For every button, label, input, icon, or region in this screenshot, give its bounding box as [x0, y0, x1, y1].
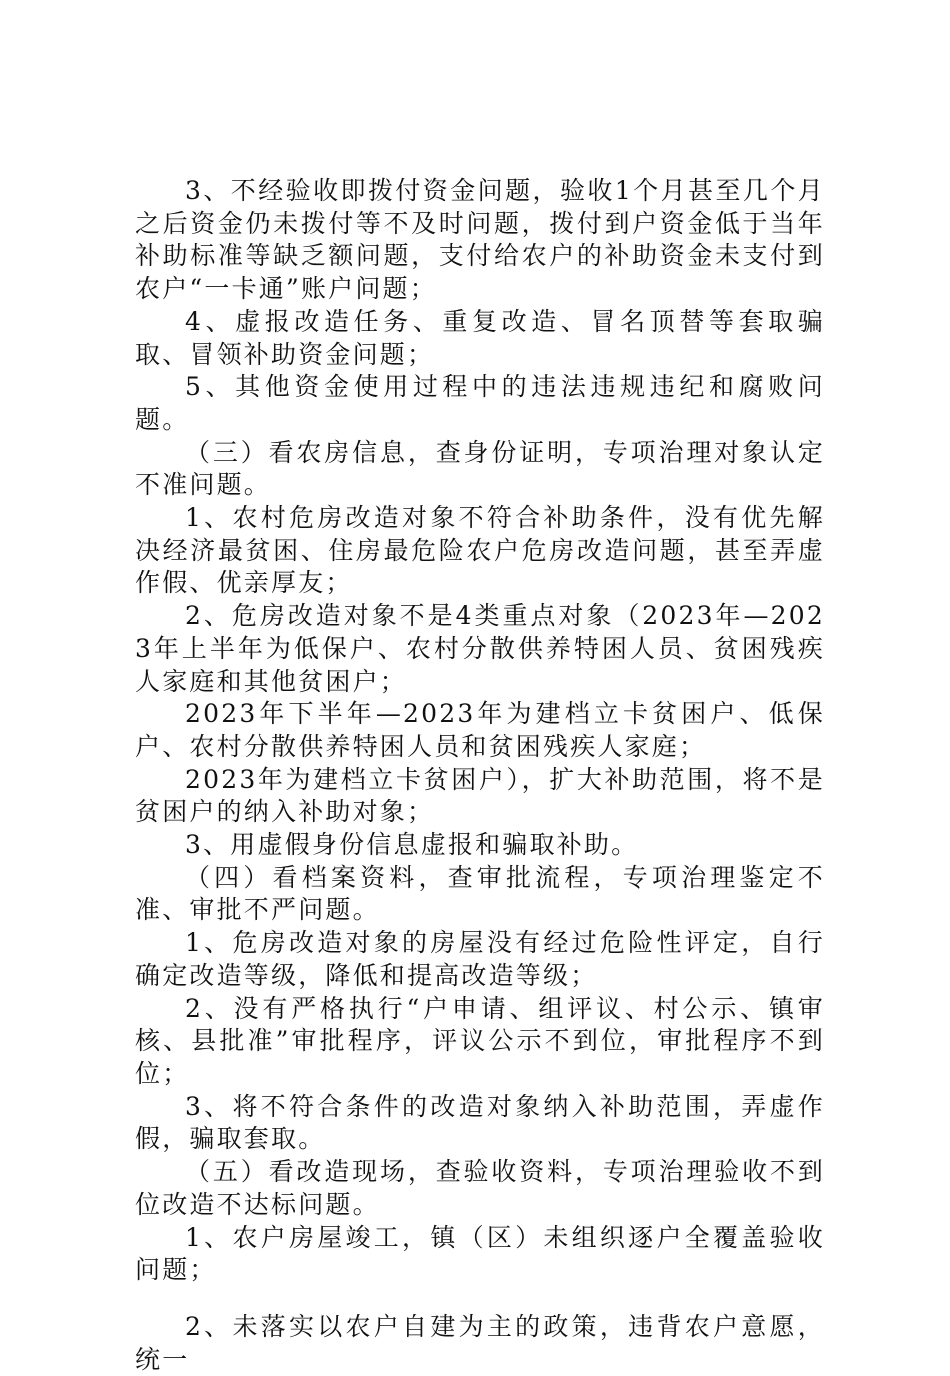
paragraph-item-3-fraud: 3、将不符合条件的改造对象纳入补助范围，弄虚作假，骗取套取。: [135, 1091, 825, 1154]
section-heading-4: （四）看档案资料，查审批流程，专项治理鉴定不准、审批不严问题。: [135, 862, 825, 925]
paragraph-second-half-year: 2023年下半年—2023年为建档立卡贫困户、低保户、农村分散供养特困人员和贫困残疾人家庭；: [135, 699, 825, 761]
paragraph-item-5-other: 5、其他资金使用过程中的违法违规违纪和腐败问题。: [135, 372, 825, 434]
paragraph-item-3-identity: 3、用虚假身份信息虚报和骗取补助。: [185, 830, 639, 860]
section-heading-3: （三）看农房信息，查身份证明，专项治理对象认定不准问题。: [135, 437, 825, 500]
paragraph-item-3-funds: 3、不经验收即拨付资金问题，验收1个月甚至几个月之后资金仍未拨付等不及时问题，拨付到户资金低于当年补助标准等缺乏额问题，支付给农户的补助资金未支付到农户“一卡通”账户问题；: [135, 176, 825, 304]
paragraph-item-1-assessment: 1、危房改造对象的房屋没有经过危险性评定，自行确定改造等级，降低和提高改造等级；: [135, 928, 825, 990]
paragraph-registered-poor: 2023年为建档立卡贫困户），扩大补助范围，将不是贫困户的纳入补助对象；: [135, 764, 825, 827]
document-body: [135, 175, 825, 1376]
paragraph-item-4-false-report: 4、虚报改造任务、重复改造、冒名顶替等套取骗取、冒领补助资金问题；: [135, 306, 825, 369]
paragraph-item-1-eligibility: 1、农村危房改造对象不符合补助条件，没有优先解决经济最贫困、住房最危险农户危房改造问题，甚至弄虚作假、优亲厚友；: [135, 503, 825, 598]
paragraph-item-1-acceptance: 1、农户房屋竣工，镇（区）未组织逐户全覆盖验收问题；: [135, 1222, 825, 1285]
paragraph-item-2-key-targets: 2、危房改造对象不是4类重点对象（2023年—2023年上半年为低保户、农村分散供养特困人员、贫困残疾人家庭和其他贫困户；: [135, 601, 825, 696]
paragraph-item-2-self-build: 2、未落实以农户自建为主的政策，违背农户意愿，统一: [135, 1311, 825, 1374]
section-heading-5: （五）看改造现场，查验收资料，专项治理验收不到位改造不达标问题。: [135, 1157, 825, 1219]
paragraph-item-2-approval: 2、没有严格执行“户申请、组评议、村公示、镇审核、县批准”审批程序，评议公示不到位，审批程序不到位；: [135, 993, 825, 1088]
